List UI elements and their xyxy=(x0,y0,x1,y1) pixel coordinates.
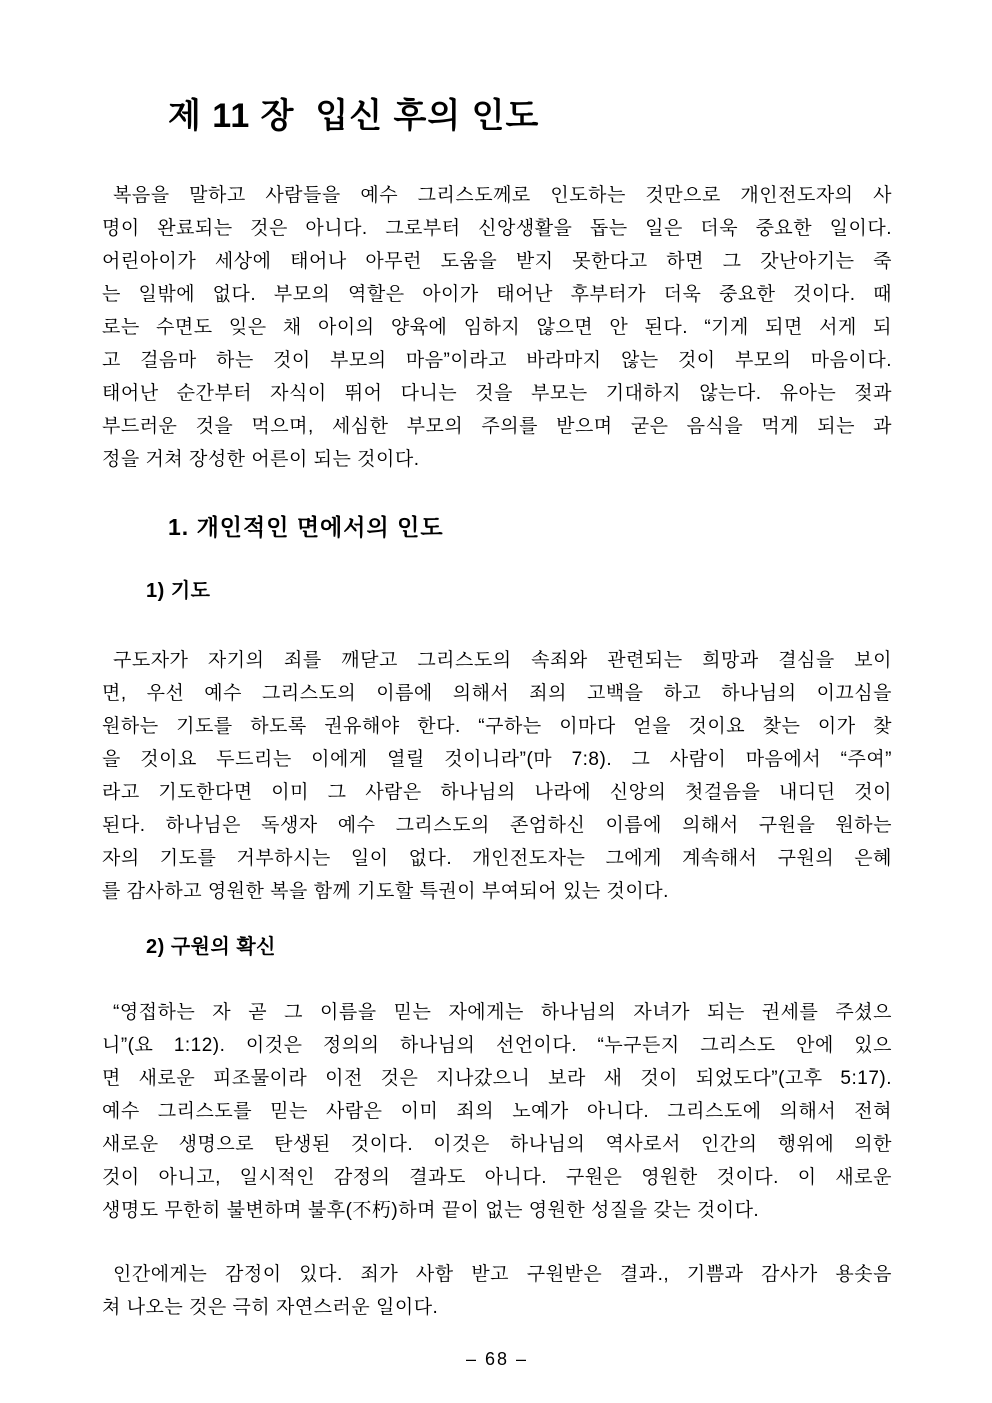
paragraph-1 xyxy=(102,179,892,476)
paragraph-2 xyxy=(102,644,892,908)
text-line: 어린아이가 세상에 태어나 아무런 도움을 받지 못한다고 하면 그 갓난아기는 죽 xyxy=(102,251,892,272)
text-line: 쳐 나오는 것은 극히 자연스러운 일이다. xyxy=(102,1297,439,1318)
chapter-title: 제 11 장 입신 후의 인도 xyxy=(168,97,540,135)
text-line: 니”(요 1:12). 이것은 정의의 하나님의 선언이다. “누구든지 그리스도 안에 있으 xyxy=(102,1035,892,1056)
text-line: 예수 그리스도를 믿는 사람은 이미 죄의 노예가 아니다. 그리스도에 의해서 전혀 xyxy=(102,1101,892,1122)
text-line: 태어난 순간부터 자식이 뛰어 다니는 것을 부모는 기대하지 않는다. 유아는 젖과 xyxy=(102,383,892,404)
text-line: 라고 기도한다면 이미 그 사람은 하나님의 나라에 신앙의 첫걸음을 내디딘 것이 xyxy=(102,782,892,803)
section-heading-1: 1. 개인적인 면에서의 인도 xyxy=(168,514,444,540)
text-line: 새로운 생명으로 탄생된 것이다. 이것은 하나님의 역사로서 인간의 행위에 의한 xyxy=(102,1134,892,1155)
text-line: 것이 아니고, 일시적인 감정의 결과도 아니다. 구원은 영원한 것이다. 이 새로운 xyxy=(102,1167,892,1188)
text-line: 를 감사하고 영원한 복을 함께 기도할 특권이 부여되어 있는 것이다. xyxy=(102,881,669,902)
paragraph-4 xyxy=(102,1258,892,1324)
text-line: 구도자가 자기의 죄를 깨닫고 그리스도의 속죄와 관련되는 희망과 결심을 보이 xyxy=(113,650,892,671)
subsection-heading-prayer: 1) 기도 xyxy=(146,580,211,602)
paragraph-3 xyxy=(102,996,892,1227)
text-line: 는 일밖에 없다. 부모의 역할은 아이가 태어난 후부터가 더욱 중요한 것이다. 때 xyxy=(102,284,892,305)
page-number: – 68 – xyxy=(465,1349,529,1369)
text-line: 로는 수면도 잊은 채 아이의 양육에 임하지 않으면 안 된다. “기게 되면 서게 되 xyxy=(102,317,892,338)
text-line: 복음을 말하고 사람들을 예수 그리스도께로 인도하는 것만으로 개인전도자의 사 xyxy=(113,185,892,206)
text-line: 면 새로운 피조물이라 이전 것은 지나갔으니 보라 새 것이 되었도다”(고후 5:17). xyxy=(102,1068,892,1089)
text-line: 원하는 기도를 하도록 권유해야 한다. “구하는 이마다 얻을 것이요 찾는 이가 찾 xyxy=(102,716,892,737)
text-line: 생명도 무한히 불변하며 불후(不朽)하며 끝이 없는 영원한 성질을 갖는 것이다. xyxy=(102,1200,760,1221)
subsection-heading-assurance: 2) 구원의 확신 xyxy=(146,936,276,958)
text-line: 정을 거쳐 장성한 어른이 되는 것이다. xyxy=(102,449,420,470)
text-line: 부드러운 것을 먹으며, 세심한 부모의 주의를 받으며 굳은 음식을 먹게 되는 과 xyxy=(102,416,892,437)
text-line: 명이 완료되는 것은 아니다. 그로부터 신앙생활을 돕는 일은 더욱 중요한 일이다. xyxy=(102,218,892,239)
text-line: 된다. 하나님은 독생자 예수 그리스도의 존엄하신 이름에 의해서 구원을 원하는 xyxy=(102,815,892,836)
text-line: 고 걸음마 하는 것이 부모의 마음”이라고 바라마지 않는 것이 부모의 마음이다. xyxy=(102,350,892,371)
text-line: 인간에게는 감정이 있다. 죄가 사함 받고 구원받은 결과., 기쁨과 감사가 용솟음 xyxy=(113,1264,892,1285)
text-line: 면, 우선 예수 그리스도의 이름에 의해서 죄의 고백을 하고 하나님의 이끄심을 xyxy=(102,683,892,704)
text-line: 을 것이요 두드리는 이에게 열릴 것이니라”(마 7:8). 그 사람이 마음에서 “주여” xyxy=(102,749,892,770)
text-line: “영접하는 자 곧 그 이름을 믿는 자에게는 하나님의 자녀가 되는 권세를 주셨으 xyxy=(113,1002,892,1023)
text-line: 자의 기도를 거부하시는 일이 없다. 개인전도자는 그에게 계속해서 구원의 은혜 xyxy=(102,848,892,869)
